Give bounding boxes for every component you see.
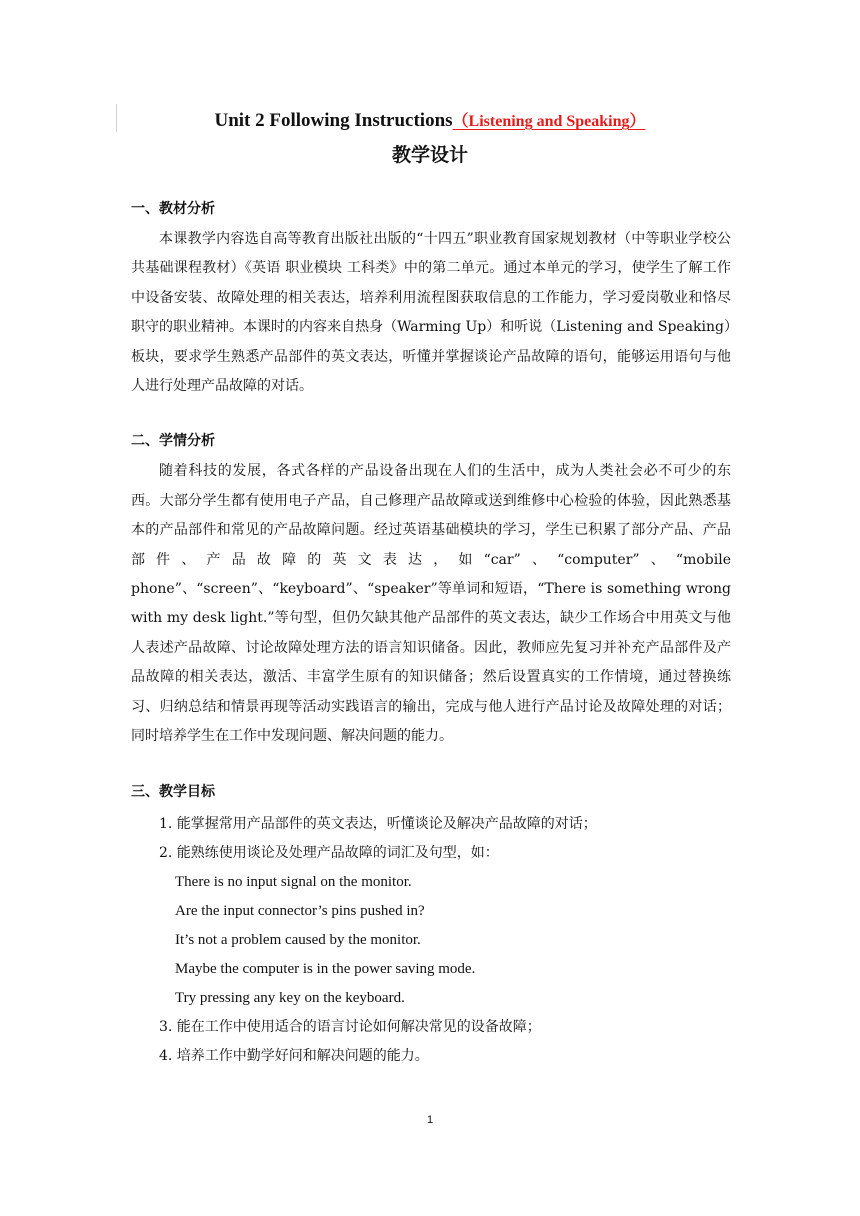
section-heading: 二、学情分析 [131,433,215,450]
goals-list [131,810,731,1071]
section-heading: 一、教材分析 [131,201,215,217]
example-sentence: It’s not a problem caused by the monitor. [175,931,421,948]
example-sentence: Maybe the computer is in the power saving mode. [175,960,476,977]
section-paragraph: 随着科技的发展，各式各样的产品设备出现在人们的生活中，成为人类社会必不可少的东西。大部分学生都有使用电子产品，自己修理产品故障或送到维修中心检验的体验，因此熟悉基本的产品部件和常见的产品故障问题。经过英语基础模块的学习，学生已积累了部分产品、产品部件、产品故障的英文表达，如“car”、“computer”、“mobile phone”、“screen”、“keyboard”、“speaker”等单词和短语，“There is something wrong with my desk light.”等句型，但仍欠缺其他产品部件的英文表达，缺少工作场合中用英文与他人表述产品故障、讨论故障处理方法的语言知识储备。因此，教师应先复习并补充产品部件及产品故障的相关表达，激活、丰富学生原有的知识储备；然后设置真实的工作情境，通过替换练习、归纳总结和情景再现等活动实践语言的输出，完成与他人进行产品讨论及故障处理的对话；同时培养学生在工作中发现问题、解决问题的能力。 [131,463,731,745]
title-main: Unit 2 Following Instructions [214,110,453,131]
document-subtitle: 教学设计 [391,144,468,166]
section-textbook-analysis [131,199,731,401]
section-teaching-goals [131,782,731,1071]
section-student-analysis [131,431,731,751]
section-heading: 三、教学目标 [131,783,215,800]
goal-item: 3. 能在工作中使用适合的语言讨论如何解决常见的设备故障； [159,1018,541,1035]
goal-item: 2. 能熟练使用谈论及处理产品故障的词汇及句型，如： [159,844,499,861]
example-sentence: There is no input signal on the monitor. [175,873,412,890]
document-body [131,199,731,1101]
example-sentence: Try pressing any key on the keyboard. [175,989,405,1006]
page-number: 1 [426,1114,434,1126]
title-parenthetical: （Listening and Speaking） [452,113,646,130]
document-title [0,108,860,132]
goal-item: 4. 培养工作中勤学好问和解决问题的能力。 [159,1047,429,1064]
goal-item: 1. 能掌握常用产品部件的英文表达，听懂谈论及解决产品故障的对话； [159,815,597,832]
section-paragraph: 本课教学内容选自高等教育出版社出版的“十四五”职业教育国家规划教材（中等职业学校公共基础课程教材）《英语 职业模块 工科类》中的第二单元。通过本单元的学习，使学生了解工作中设备安装、故障处理的相关表达，培养利用流程图获取信息的工作能力，学习爱岗敬业和恪尽职守的职业精神。本课时的内容来自热身（Warming Up）和听说（Listening and Speaking）板块，要求学生熟悉产品部件的英文表达，听懂并掌握谈论产品故障的语句，能够运用语句与他人进行处理产品故障的对话。 [131,231,731,395]
example-sentence: Are the input connector’s pins pushed in? [175,902,425,919]
